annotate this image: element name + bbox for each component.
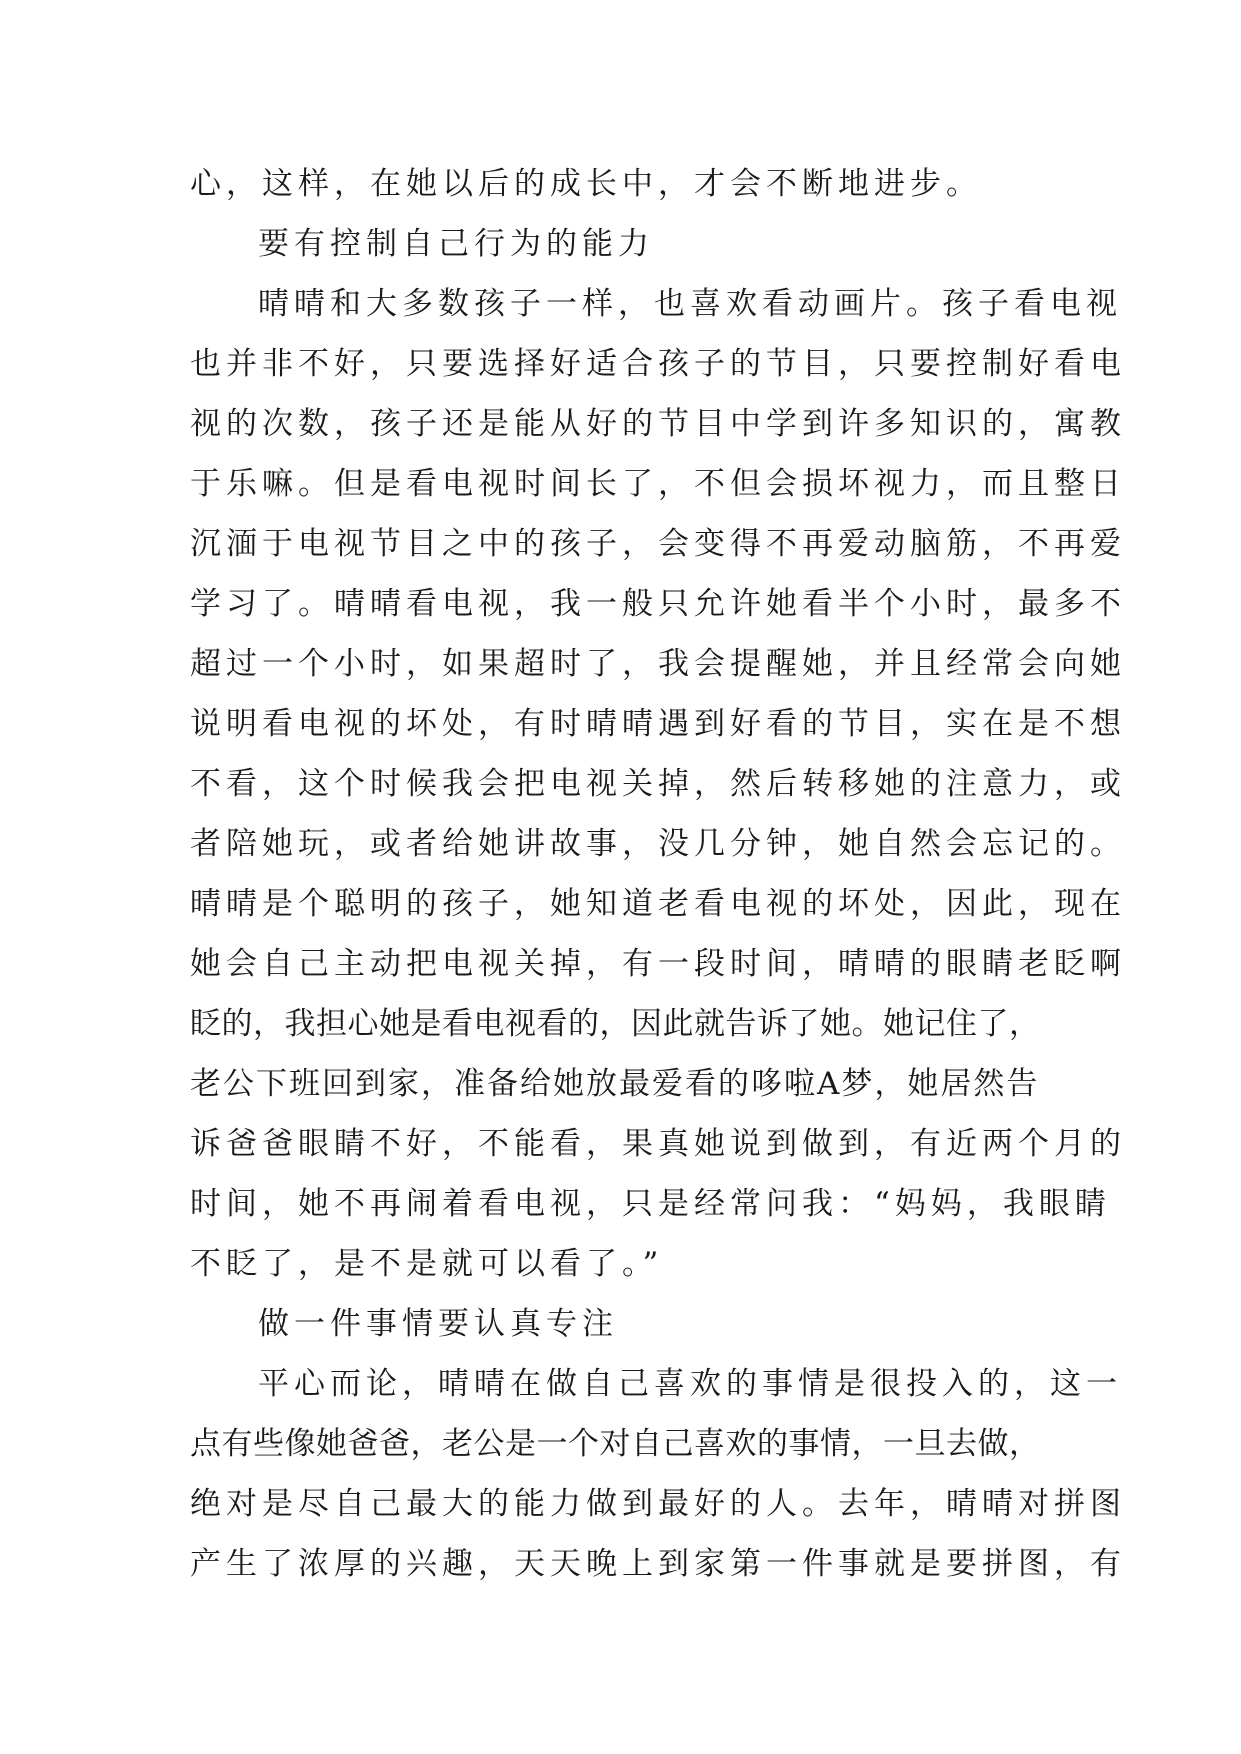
text-line: 沉湎于电视节目之中的孩子，会变得不再爱动脑筋，不再爱 [190, 526, 1126, 562]
text-line: 诉爸爸眼睛不好，不能看，果真她说到做到，有近两个月的 [190, 1126, 1126, 1162]
text-line: 心，这样，在她以后的成长中，才会不断地进步。 [190, 166, 982, 202]
text-line: 点有些像她爸爸，老公是一个对自己喜欢的事情，一旦去做， [190, 1426, 1041, 1462]
text-line: 产生了浓厚的兴趣，天天晚上到家第一件事就是要拼图，有 [190, 1546, 1126, 1582]
text-line: 晴晴是个聪明的孩子，她知道老看电视的坏处，因此，现在 [190, 886, 1126, 922]
text-line: 学习了。晴晴看电视，我一般只允许她看半个小时，最多不 [190, 586, 1126, 622]
section-heading: 做一件事情要认真专注 [258, 1306, 618, 1342]
text-line: 不看，这个时候我会把电视关掉，然后转移她的注意力，或 [190, 766, 1126, 802]
text-line: 者陪她玩，或者给她讲故事，没几分钟，她自然会忘记的。 [190, 826, 1126, 862]
text-line: 平心而论，晴晴在做自己喜欢的事情是很投入的，这一 [258, 1366, 1122, 1402]
text-line: 说明看电视的坏处，有时晴晴遇到好看的节目，实在是不想 [190, 706, 1126, 742]
text-line: 不眨了，是不是就可以看了。” [190, 1246, 664, 1282]
text-line: 于乐嘛。但是看电视时间长了，不但会损坏视力，而且整日 [190, 466, 1126, 502]
document-body [190, 154, 1126, 1594]
text-line: 晴晴和大多数孩子一样，也喜欢看动画片。孩子看电视 [258, 286, 1122, 322]
text-line: 时间，她不再闹着看电视，只是经常问我：“妈妈，我眼睛 [190, 1186, 1111, 1222]
text-line: 也并非不好，只要选择好适合孩子的节目，只要控制好看电 [190, 346, 1126, 382]
text-line: 眨的，我担心她是看电视看的，因此就告诉了她。她记住了， [190, 1006, 1041, 1042]
text-line: 她会自己主动把电视关掉，有一段时间，晴晴的眼睛老眨啊 [190, 946, 1126, 982]
text-line: 老公下班回到家，准备给她放最爱看的哆啦A梦，她居然告 [190, 1066, 1040, 1102]
text-line: 超过一个小时，如果超时了，我会提醒她，并且经常会向她 [190, 646, 1126, 682]
text-line: 绝对是尽自己最大的能力做到最好的人。去年，晴晴对拼图 [190, 1486, 1126, 1522]
text-line: 视的次数，孩子还是能从好的节目中学到许多知识的，寓教 [190, 406, 1126, 442]
section-heading: 要有控制自己行为的能力 [258, 226, 654, 262]
